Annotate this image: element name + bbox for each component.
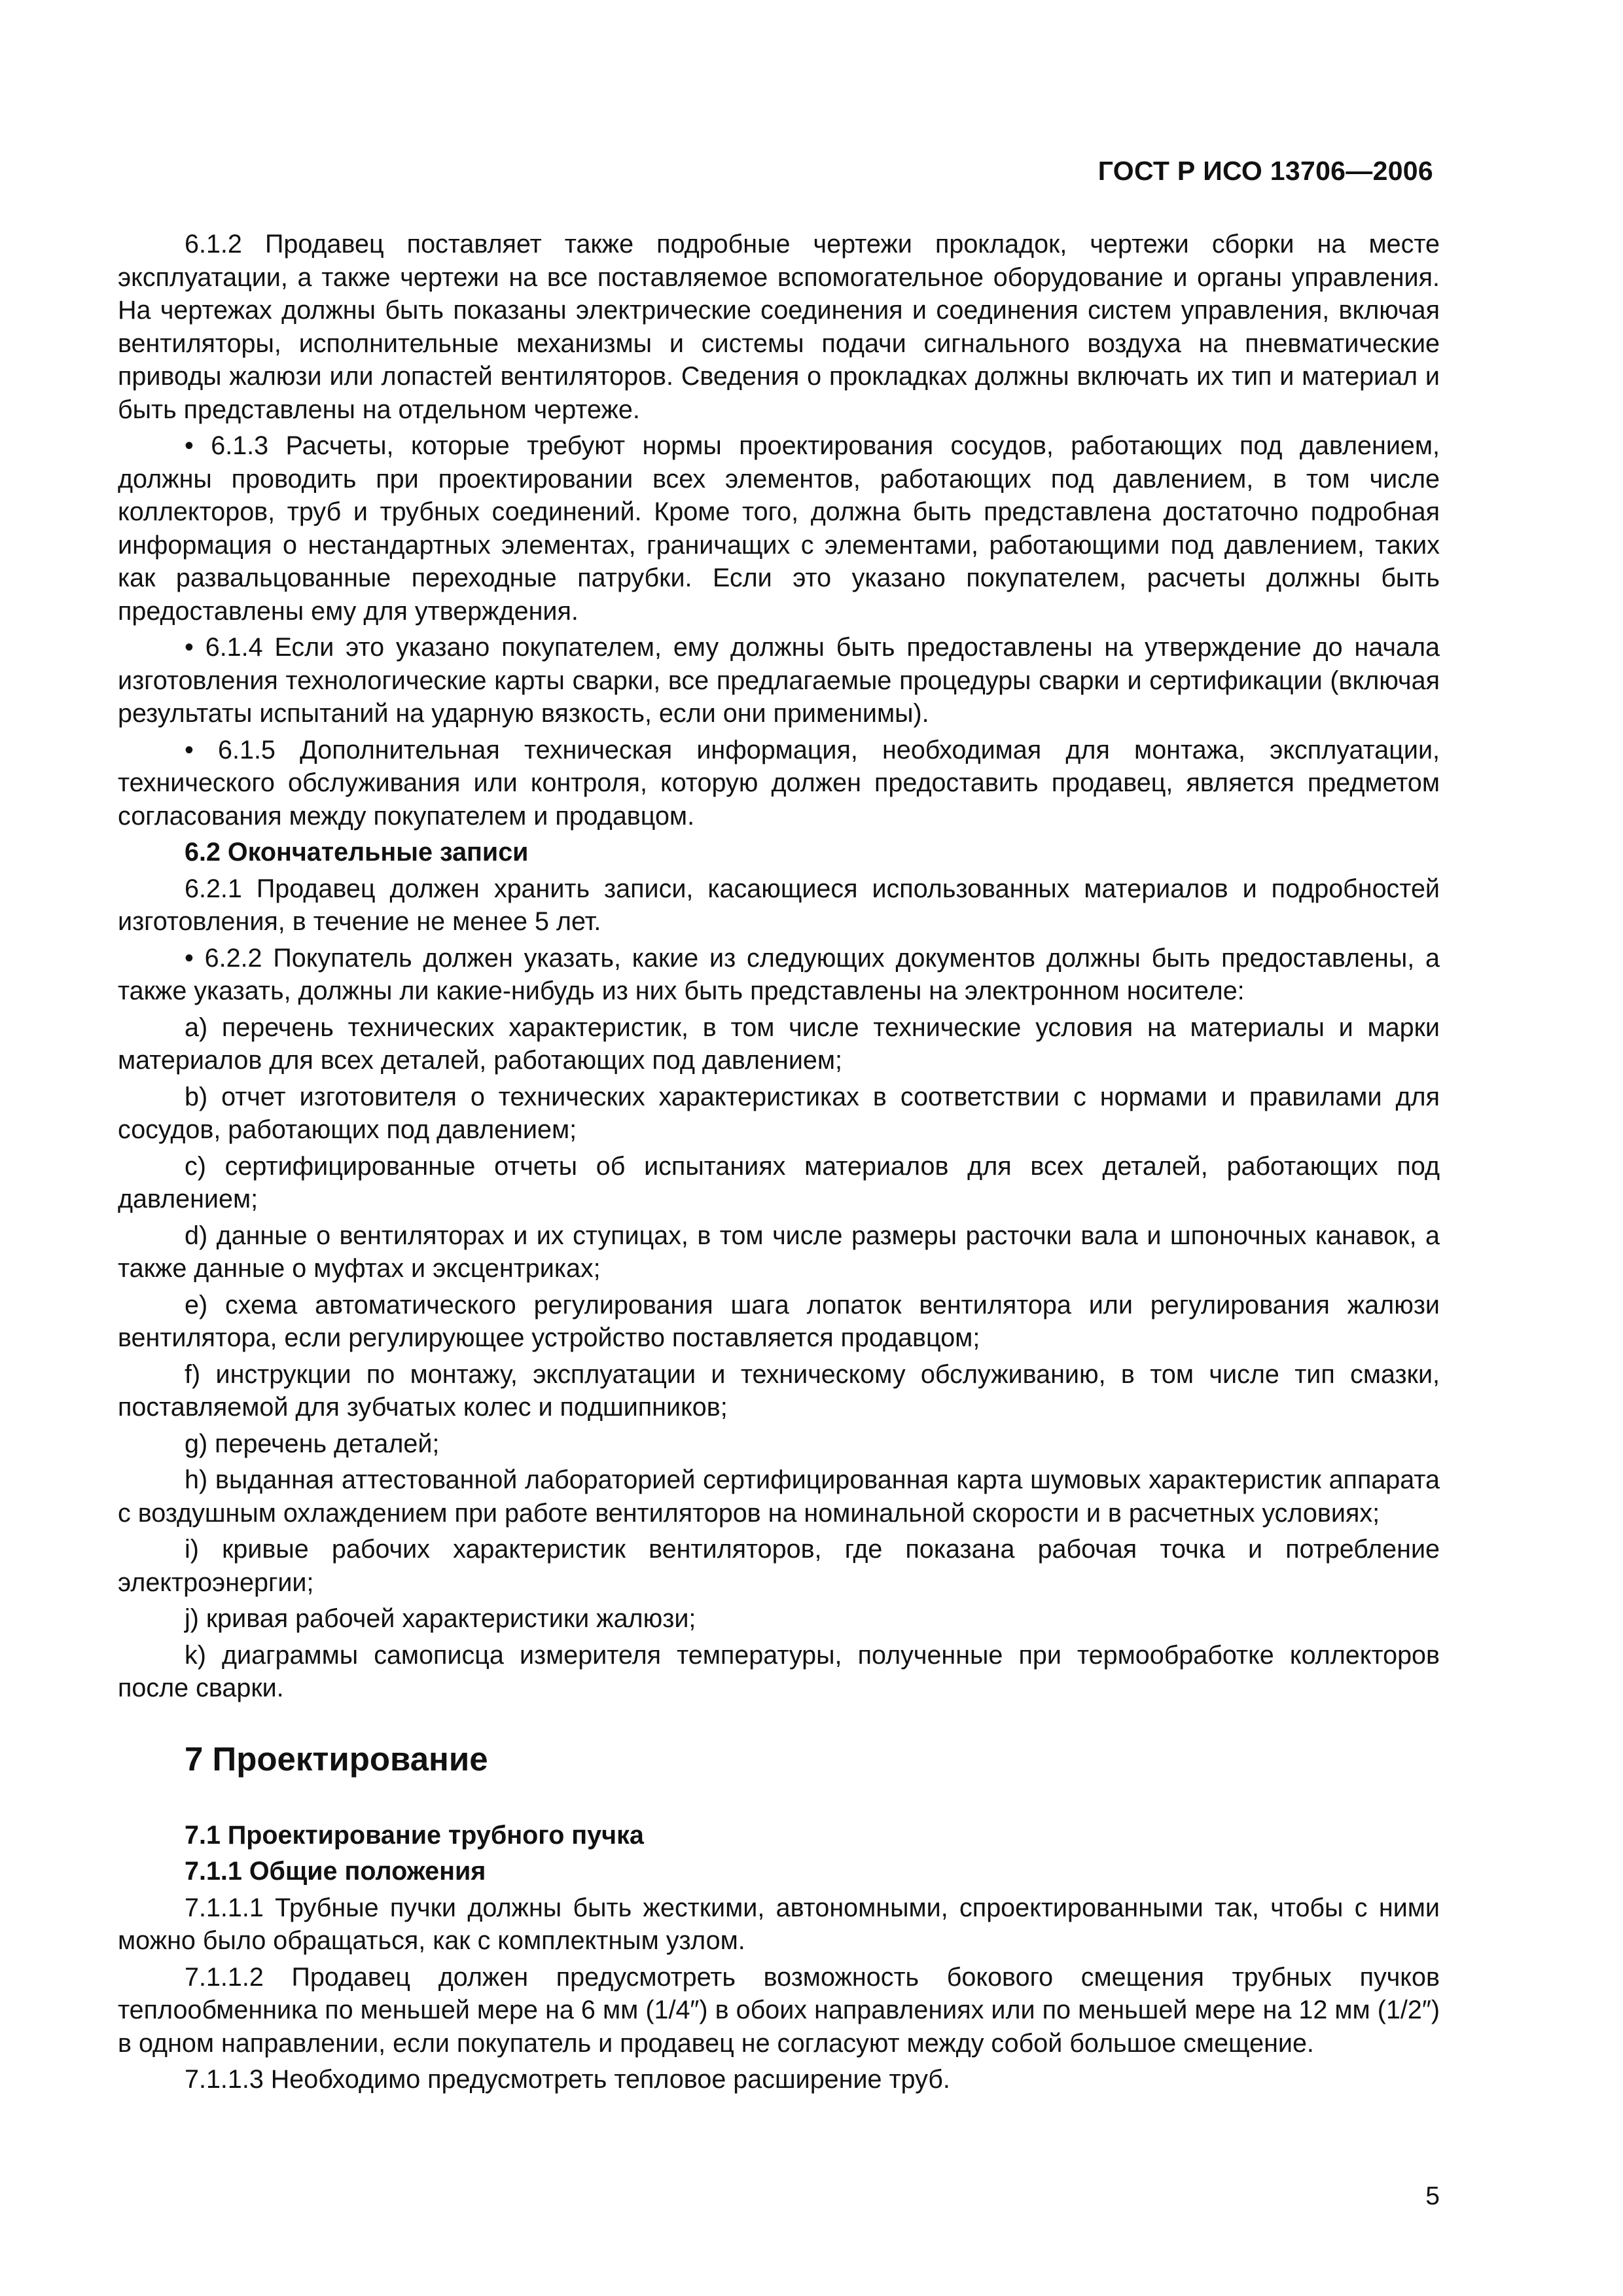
section-heading-7-1-1: 7.1.1 Общие положения xyxy=(185,1857,486,1886)
paragraph-7-1-1-3: 7.1.1.3 Необходимо предусмотреть тепловое расширение труб. xyxy=(185,2065,950,2094)
paragraph-6-2-1: 6.2.1 Продавец должен хранить записи, касающиеся использованных материалов и подробностей изготовления, в течение не менее 5 лет. xyxy=(118,874,1440,936)
page-number: 5 xyxy=(1425,2182,1440,2210)
list-item-e: e) схема автоматического регулирования шага лопаток вентилятора или регулирования жалюзи вентилятора, если регулирующее устройство поставляется продавцом; xyxy=(118,1290,1440,1352)
paragraph-6-1-4: • 6.1.4 Если это указано покупателем, ему должны быть предоставлены на утверждение до начала изготовления технологические карты сварки, все предлагаемые процедуры сварки и сертификации (включая результаты испытаний на ударную вязкость, если они применимы). xyxy=(118,633,1440,728)
list-item-g: g) перечень деталей; xyxy=(185,1429,440,1458)
paragraph-6-1-5: • 6.1.5 Дополнительная техническая информация, необходимая для монтажа, эксплуатации, технического обслуживания или контроля, которую должен предоставить продавец, является предметом согласования между покупателем и продавцом. xyxy=(118,735,1440,831)
paragraph-6-1-2: 6.1.2 Продавец поставляет также подробные чертежи прокладок, чертежи сборки на месте эксплуатации, а также чертежи на все поставляемое вспомогательное оборудование и органы управления. На чертежах должны быть показаны электрические соединения и соединения систем управления, включая вентиляторы, исполнительные механизмы и системы подачи сигнального воздуха на пневматические приводы жалюзи или лопастей вентиляторов. Сведения о прокладках должны включать их тип и материал и быть представлены на отдельном чертеже. xyxy=(118,230,1440,424)
paragraph-6-2-2: • 6.2.2 Покупатель должен указать, какие из следующих документов должны быть предоставлены, а также указать, должны ли какие-нибудь из них быть представлены на электронном носителе: xyxy=(118,943,1440,1005)
section-heading-7-1: 7.1 Проектирование трубного пучка xyxy=(185,1820,644,1850)
list-item-i: i) кривые рабочих характеристик вентиляторов, где показана рабочая точка и потребление электроэнергии; xyxy=(118,1535,1440,1597)
document-header: ГОСТ Р ИСО 13706—2006 xyxy=(1097,156,1433,186)
document-body xyxy=(118,228,1440,2100)
list-item-k: k) диаграммы самописца измерителя температуры, полученные при термообработке коллекторов после сварки. xyxy=(118,1640,1440,1702)
list-item-f: f) инструкции по монтажу, эксплуатации и техническому обслуживанию, в том числе тип смазки, поставляемой для зубчатых колес и подшипников; xyxy=(118,1359,1440,1422)
paragraph-7-1-1-1: 7.1.1.1 Трубные пучки должны быть жесткими, автономными, спроектированными так, чтобы с ними можно было обращаться, как с комплектным узлом. xyxy=(118,1893,1440,1955)
list-item-h: h) выданная аттестованной лабораторией сертифицированная карта шумовых характеристик аппарата с воздушным охлаждением при работе вентиляторов на номинальной скорости и в расчетных условиях; xyxy=(118,1465,1440,1528)
section-heading-6-2: 6.2 Окончательные записи xyxy=(185,838,529,867)
section-heading-7: 7 Проектирование xyxy=(185,1740,488,1778)
paragraph-6-1-3: • 6.1.3 Расчеты, которые требуют нормы проектирования сосудов, работающих под давлением, должны проводить при проектировании всех элементов, работающих под давлением, в том числе коллекторов, труб и трубных соединений. Кроме того, должна быть представлена достаточно подробная информация о нестандартных элементах, граничащих с элементами, работающими под давлением, таких как развальцованные переходные патрубки. Если это указано покупателем, расчеты должны быть предоставлены ему для утверждения. xyxy=(118,431,1440,626)
list-item-c: c) сертифицированные отчеты об испытаниях материалов для всех деталей, работающих под давлением; xyxy=(118,1151,1440,1213)
list-item-b: b) отчет изготовителя о технических характеристиках в соответствии с нормами и правилами для сосудов, работающих под давлением; xyxy=(118,1082,1440,1144)
list-item-a: a) перечень технических характеристик, в том числе технические условия на материалы и марки материалов для всех деталей, работающих под давлением; xyxy=(118,1013,1440,1075)
list-item-d: d) данные о вентиляторах и их ступицах, в том числе размеры расточки вала и шпоночных канавок, а также данные о муфтах и эксцентриках; xyxy=(118,1221,1440,1283)
paragraph-7-1-1-2: 7.1.1.2 Продавец должен предусмотреть возможность бокового смещения трубных пучков теплообменника по меньшей мере на 6 мм (1/4″) в обоих направлениях или по меньшей мере на 12 мм (1/2″) в одном направлении, если покупатель и продавец не согласуют между собой большое смещение. xyxy=(118,1962,1440,2058)
list-item-j: j) кривая рабочей характеристики жалюзи; xyxy=(185,1604,696,1633)
